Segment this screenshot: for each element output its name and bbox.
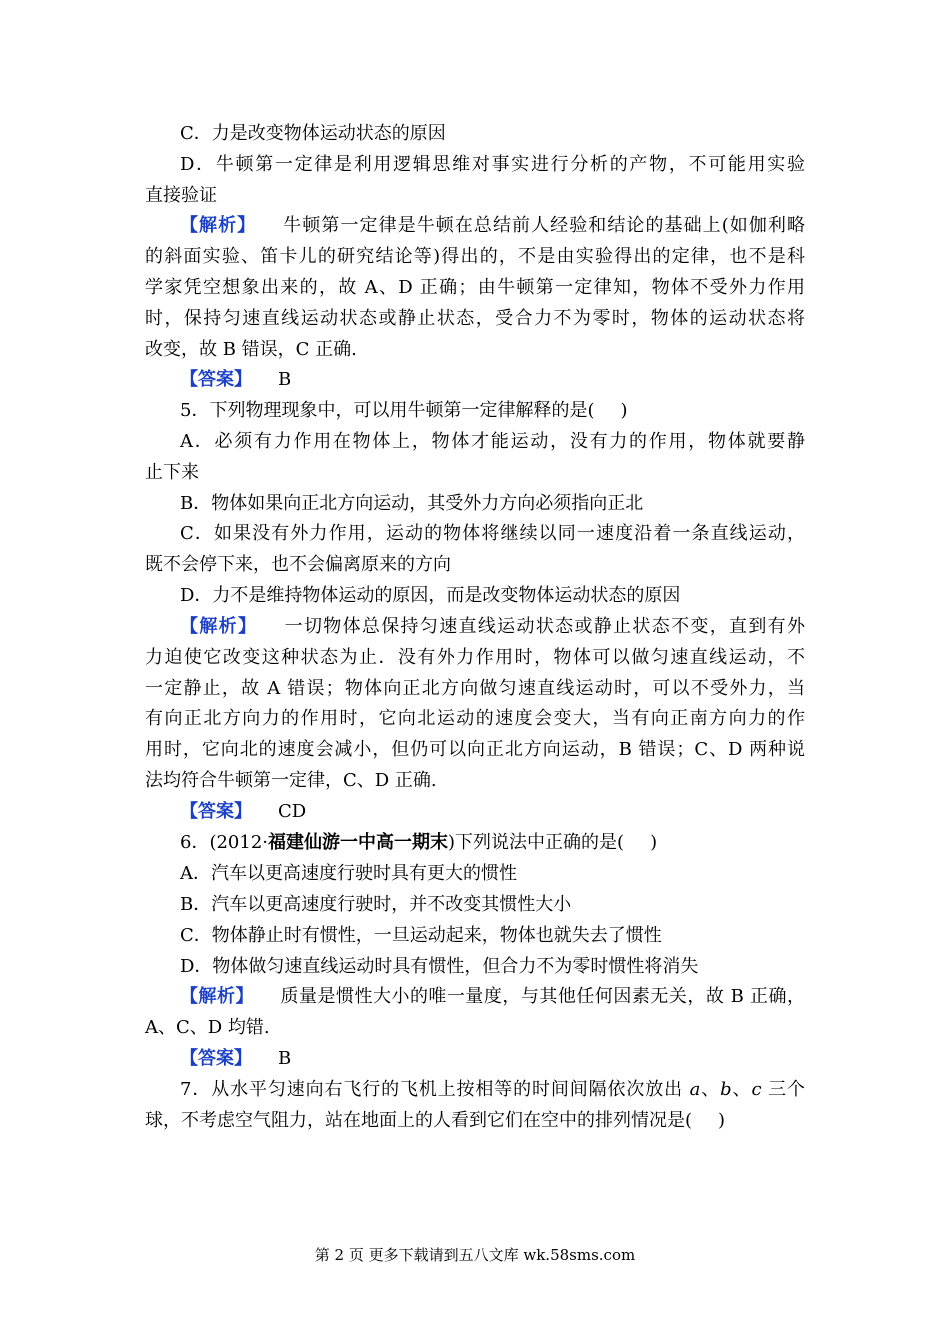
answer-q5 bbox=[180, 800, 306, 824]
question-7-count: 三个 bbox=[768, 1079, 806, 1100]
analysis-q4-line: 时，保持匀速直线运动状态或静止状态，受合力不为零时，物体的运动状态将 bbox=[145, 308, 805, 329]
answer-q6-value: B bbox=[278, 1048, 292, 1069]
answer-tag: 【答案】 bbox=[180, 1048, 252, 1069]
var-b: b bbox=[720, 1079, 732, 1100]
option-d-q5: D．力不是维持物体运动的原因，而是改变物体运动状态的原因 bbox=[180, 585, 681, 606]
analysis-tag: 【解析】 bbox=[180, 215, 257, 236]
analysis-q4-line: 改变，故 B 错误，C 正确. bbox=[145, 339, 357, 360]
analysis-q4 bbox=[180, 214, 805, 238]
separator: 、 bbox=[700, 1079, 721, 1100]
analysis-q5-line: 法均符合牛顿第一定律，C、D 正确. bbox=[145, 770, 437, 791]
analysis-q4-line: 学家凭空想象出来的，故 A、D 正确；由牛顿第一定律知，物体不受外力作用 bbox=[145, 277, 805, 298]
var-a: a bbox=[689, 1079, 701, 1100]
question-7-paren: ) bbox=[718, 1110, 726, 1131]
analysis-q5-text: 一切物体总保持匀速直线运动状态或静止状态不变，直到有外 bbox=[283, 616, 806, 637]
option-d-q4: D．牛顿第一定律是利用逻辑思维对事实进行分析的产物，不可能用实验 bbox=[180, 154, 805, 175]
analysis-q5-line: 一定静止，故 A 错误；物体向正北方向做匀速直线运动时，可以不受外力，当 bbox=[145, 678, 805, 699]
analysis-q5-line: 有向正北方向力的作用时，它向北运动的速度会变大，当有向正南方向力的作 bbox=[145, 708, 805, 729]
analysis-q4-text: 牛顿第一定律是牛顿在总结前人经验和结论的基础上(如伽利略 bbox=[282, 215, 805, 236]
question-7-text: 7．从水平匀速向右飞行的飞机上按相等的时间间隔依次放出 bbox=[180, 1079, 684, 1100]
analysis-q6-line: A、C、D 均错. bbox=[145, 1017, 270, 1038]
option-c-q4: C．力是改变物体运动状态的原因 bbox=[180, 123, 446, 144]
answer-tag: 【答案】 bbox=[180, 801, 252, 822]
answer-q6 bbox=[180, 1047, 291, 1071]
page-footer: 第 2 页 更多下载请到五八文库 wk.58sms.com bbox=[314, 1246, 636, 1264]
analysis-tag: 【解析】 bbox=[180, 986, 254, 1007]
question-7 bbox=[180, 1078, 805, 1102]
option-b-q6: B．汽车以更高速度行驶时，并不改变其惯性大小 bbox=[180, 894, 572, 915]
answer-q4 bbox=[180, 368, 291, 392]
analysis-q5-line: 力迫使它改变这种状态为止．没有外力作用时，物体可以做匀速直线运动，不 bbox=[145, 647, 805, 668]
question-6-paren: ) bbox=[650, 832, 658, 853]
option-d-q6: D．物体做匀速直线运动时具有惯性，但合力不为零时惯性将消失 bbox=[180, 956, 699, 977]
answer-tag: 【答案】 bbox=[180, 369, 252, 390]
option-b-q5: B．物体如果向正北方向运动，其受外力方向必须指向正北 bbox=[180, 493, 644, 514]
analysis-q4-line: 的斜面实验、笛卡儿的研究结论等)得出的，不是由实验得出的定律，也不是科 bbox=[145, 246, 805, 267]
option-c-q5: C．如果没有外力作用，运动的物体将继续以同一速度沿着一条直线运动， bbox=[180, 523, 805, 544]
option-a-q6: A．汽车以更高速度行驶时具有更大的惯性 bbox=[180, 863, 517, 884]
separator: 、 bbox=[731, 1079, 752, 1100]
option-c-q6: C．物体静止时有惯性，一旦运动起来，物体也就失去了惯性 bbox=[180, 925, 662, 946]
question-7-cont-text: 球，不考虑空气阻力，站在地面上的人看到它们在空中的排列情况是( bbox=[145, 1110, 693, 1131]
option-d-q4-cont: 直接验证 bbox=[145, 185, 217, 206]
question-6 bbox=[180, 831, 657, 855]
analysis-q6-text: 质量是惯性大小的唯一量度，与其他任何因素无关，故 B 正确， bbox=[279, 986, 806, 1007]
answer-q4-value: B bbox=[278, 369, 292, 390]
option-c-q5-cont: 既不会停下来，也不会偏离原来的方向 bbox=[145, 554, 451, 575]
question-5-paren: ) bbox=[620, 400, 628, 421]
analysis-tag: 【解析】 bbox=[180, 616, 258, 637]
option-a-q5: A．必须有力作用在物体上，物体才能运动，没有力的作用，物体就要静 bbox=[180, 431, 805, 452]
question-5 bbox=[180, 399, 628, 423]
question-7-cont bbox=[145, 1109, 725, 1133]
answer-q5-value: CD bbox=[278, 801, 307, 822]
analysis-q5-line: 用时，它向北的速度会减小，但仍可以向正北方向运动，B 错误；C、D 两种说 bbox=[145, 739, 805, 760]
question-6-source: 福建仙游一中高一期末 bbox=[268, 832, 449, 853]
var-c: c bbox=[751, 1079, 762, 1100]
question-6-text: )下列说法中正确的是( bbox=[448, 832, 625, 853]
question-6-prefix: 6．(2012· bbox=[180, 832, 269, 853]
option-a-q5-cont: 止下来 bbox=[145, 462, 199, 483]
question-5-text: 5．下列物理现象中，可以用牛顿第一定律解释的是( bbox=[180, 400, 595, 421]
analysis-q6 bbox=[180, 985, 805, 1009]
analysis-q5 bbox=[180, 615, 805, 639]
